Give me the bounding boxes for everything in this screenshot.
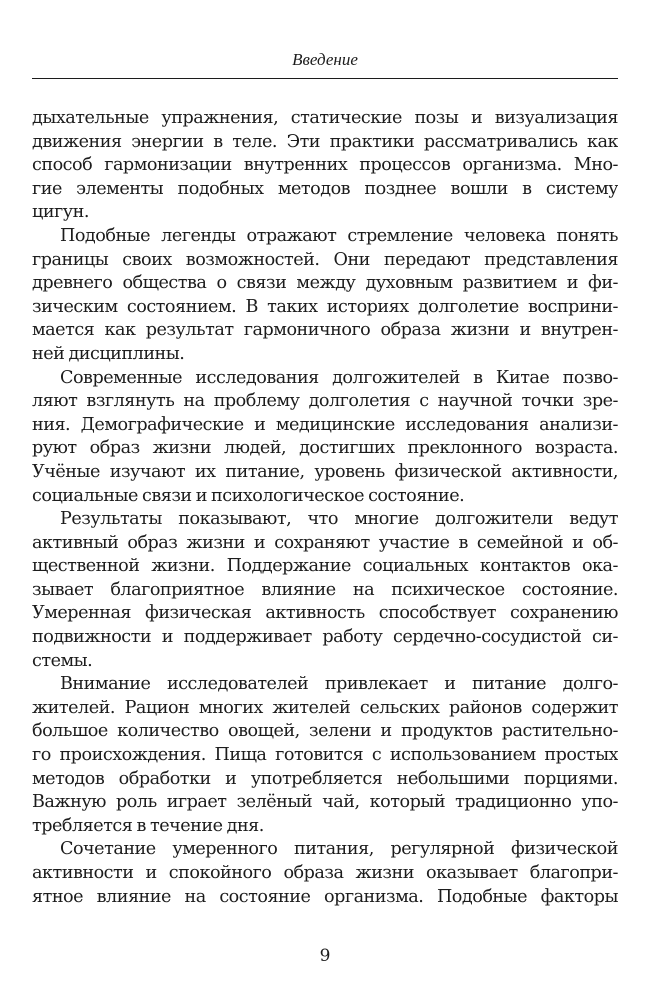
text-line: гие элементы подобных методов позднее вошли в систему bbox=[32, 178, 618, 199]
text-line: ней дисциплины. bbox=[32, 343, 185, 364]
text-line: зическим состоянием. В таких историях долголетие восприни- bbox=[32, 296, 618, 317]
header-rule bbox=[32, 78, 618, 79]
text-line: цигун. bbox=[32, 202, 89, 223]
text-line: ятное влияние на состояние организма. Подобные факторы bbox=[32, 886, 618, 907]
text-line: границы своих возможностей. Они передают представления bbox=[32, 249, 618, 270]
text-line: ляют взглянуть на проблему долголетия с научной точки зре- bbox=[32, 391, 618, 412]
text-line: го происхождения. Пища готовится с использованием простых bbox=[32, 745, 618, 766]
text-line: древнего общества о связи между духовным развитием и фи- bbox=[32, 273, 618, 294]
text-line: Результаты показывают, что многие долгожители ведут bbox=[60, 509, 618, 530]
text-line: Внимание исследователей привлекает и питание долго- bbox=[60, 674, 618, 695]
text-line: активности и спокойного образа жизни оказывает благопри- bbox=[32, 863, 618, 883]
text-line: способ гармонизации внутренних процессов организма. Мно- bbox=[32, 155, 618, 176]
text-line: социальные связи и психологическое состояние. bbox=[32, 485, 465, 506]
text-line: Учёные изучают их питание, уровень физической активности, bbox=[32, 461, 618, 482]
text-line: щественной жизни. Поддержание социальных контактов ока- bbox=[32, 556, 618, 577]
text-line: зывает благоприятное влияние на психическое состояние. bbox=[32, 579, 618, 600]
text-line: Сочетание умеренного питания, регулярной физической bbox=[60, 839, 618, 860]
text-line: движения энергии в теле. Эти практики рассматривались как bbox=[32, 131, 618, 152]
text-line: руют образ жизни людей, достигших преклонного возраста. bbox=[32, 438, 618, 459]
text-line: Современные исследования долгожителей в Китае позво- bbox=[60, 367, 618, 388]
text-line: Важную роль играет зелёный чай, который традиционно упо- bbox=[32, 792, 618, 813]
text-line: большое количество овощей, зелени и продуктов растительно- bbox=[32, 721, 618, 742]
text-line: жителей. Рацион многих жителей сельских районов содержит bbox=[32, 697, 618, 718]
text-line: мается как результат гармоничного образа жизни и внутрен- bbox=[32, 320, 618, 341]
text-line: методов обработки и употребляется небольшими порциями. bbox=[32, 768, 618, 789]
text-line: стемы. bbox=[32, 650, 93, 671]
page-number: 9 bbox=[319, 946, 331, 966]
text-line: дыхательные упражнения, статические позы и визуализация bbox=[32, 108, 618, 128]
text-line: подвижности и поддерживает работу сердечно-сосудистой си- bbox=[32, 627, 618, 648]
body-text bbox=[32, 107, 618, 909]
text-line: Подобные легенды отражают стремление человека понять bbox=[60, 225, 618, 246]
text-line: ния. Демографические и медицинские исследования анализи- bbox=[32, 414, 618, 435]
text-line: активный образ жизни и сохраняют участие в семейной и об- bbox=[32, 532, 618, 553]
text-line: требляется в течение дня. bbox=[32, 815, 264, 836]
text-line: Умеренная физическая активность способствует сохранению bbox=[32, 603, 618, 624]
running-head-title: Введение bbox=[292, 50, 358, 69]
